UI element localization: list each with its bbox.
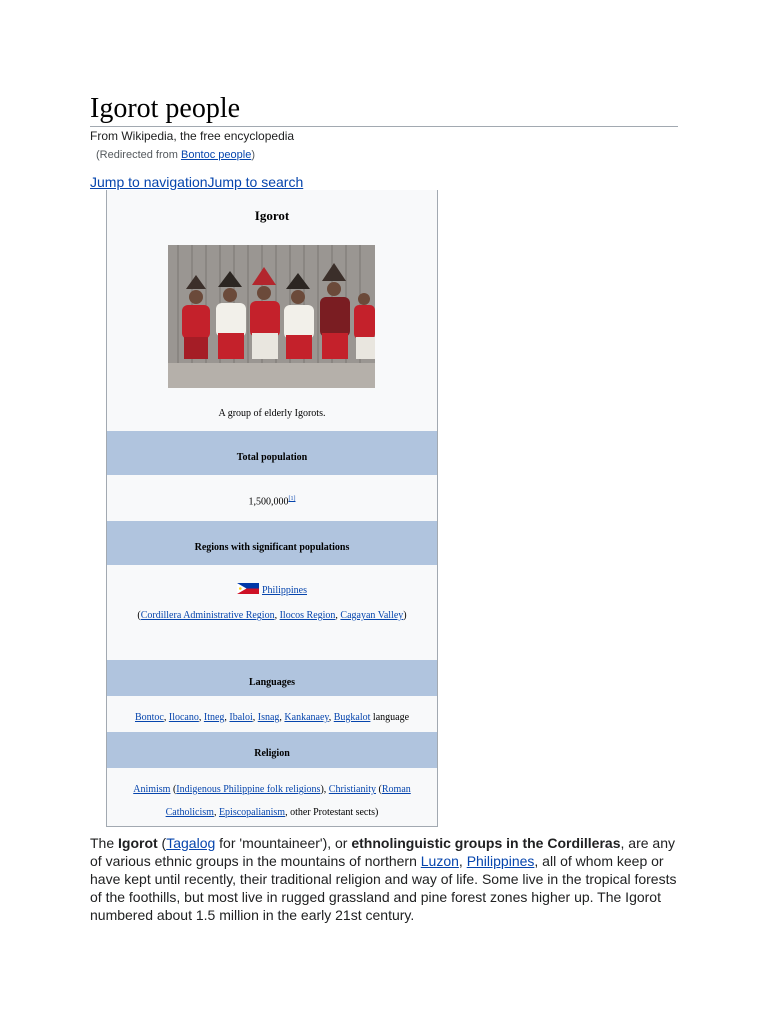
lead-text-4: , are any of various ethnic groups in the mountains of northern — [90, 835, 675, 869]
religion-sep-3: ( — [376, 784, 382, 795]
lead-link-tagalog[interactable]: Tagalog — [166, 835, 216, 851]
language-link-ibaloi[interactable]: Ibaloi — [229, 712, 253, 723]
regions-close: ) — [403, 610, 407, 621]
lead-bold-igorot: Igorot — [118, 835, 158, 851]
lead-text-5: , — [458, 853, 467, 869]
infobox-image[interactable] — [168, 245, 375, 388]
region-link-ilocos[interactable]: Ilocos Region — [279, 610, 336, 621]
language-link-bugkalot[interactable]: Bugkalot — [333, 712, 371, 723]
jump-links — [90, 174, 303, 190]
religion-link-folk[interactable]: Indigenous Philippine folk religions — [176, 784, 321, 795]
religion-link-christianity[interactable]: Christianity — [328, 784, 377, 795]
lead-text-1: The — [90, 835, 119, 851]
redirect-notice — [96, 149, 255, 161]
country-cell — [107, 583, 437, 596]
philippines-flag-icon — [237, 583, 259, 594]
infobox — [106, 190, 438, 827]
religion-link-animism[interactable]: Animism — [133, 784, 171, 795]
religion-sep-2: ), — [320, 784, 329, 795]
religion-header: Religion — [107, 732, 437, 768]
religion-link-catholicism[interactable]: Catholicism — [165, 807, 214, 818]
regions-cell: (Cordillera Administrative Region, Ilocos Region, Cagayan Valley) — [137, 610, 407, 621]
language-link-kankanaey[interactable]: Kankanaey — [284, 712, 329, 723]
redirect-link[interactable]: Bontoc people — [180, 149, 252, 161]
redirect-prefix: (Redirected from — [96, 149, 181, 161]
population-value: 1,500,000 — [248, 496, 289, 508]
page-title: Igorot people — [90, 93, 678, 127]
language-link-bontoc[interactable]: Bontoc — [134, 712, 164, 723]
lead-paragraph — [90, 834, 678, 924]
religion-sep-4: , — [213, 807, 219, 818]
lead-link-philippines[interactable]: Philippines — [466, 853, 535, 869]
infobox-title: Igorot — [254, 208, 290, 223]
religion-link-episcopalianism[interactable]: Episcopalianism — [218, 807, 286, 818]
redirect-suffix: ) — [251, 149, 255, 161]
lead-text-2: ( — [157, 835, 167, 851]
infobox-caption: A group of elderly Igorots. — [218, 408, 326, 419]
religion-line-1 — [107, 784, 437, 795]
population-value-cell — [107, 496, 437, 507]
language-link-ilocano[interactable]: Ilocano — [168, 712, 199, 723]
jump-to-navigation-link[interactable]: Jump to navigation — [90, 174, 208, 190]
regions-header: Regions with significant populations — [107, 521, 437, 565]
lead-text-6: , all of whom keep or have kept until recently, their traditional religion and way of life. Some live in the tropical forests of the foothills, but most live in rugged grassland and pine forest zones higher up. The Igorot numbered about 1.5 million in the early 21st century. — [90, 853, 677, 923]
jump-to-search-link[interactable]: Jump to search — [207, 174, 304, 190]
country-link[interactable]: Philippines — [261, 585, 307, 596]
population-header: Total population — [107, 431, 437, 475]
language-suffix: language — [370, 712, 410, 723]
religion-sep-1: ( — [170, 784, 177, 795]
religion-rest: , other Protestant sects) — [285, 807, 379, 818]
religion-link-roman[interactable]: Roman — [381, 784, 411, 795]
religion-line-2 — [107, 807, 437, 818]
regions-open: ( — [137, 610, 141, 621]
region-link-cagayan[interactable]: Cagayan Valley — [340, 610, 404, 621]
region-link-cordillera[interactable]: Cordillera Administrative Region — [140, 610, 275, 621]
lead-link-luzon[interactable]: Luzon — [420, 853, 459, 869]
igorot-group-photo — [168, 245, 375, 388]
languages-header: Languages — [107, 660, 437, 696]
languages-cell: Bontoc, Ilocano, Itneg, Ibaloi, Isnag, Kankanaey, Bugkalot language — [134, 712, 410, 723]
language-link-isnag[interactable]: Isnag — [257, 712, 280, 723]
site-tagline: From Wikipedia, the free encyclopedia — [90, 129, 295, 143]
population-ref-link[interactable]: [1] — [288, 496, 296, 502]
lead-text-3: for 'mountaineer'), or — [215, 835, 352, 851]
language-link-itneg[interactable]: Itneg — [203, 712, 225, 723]
lead-bold-ethnolinguistic: ethnolinguistic groups in the Cordilleras — [351, 835, 621, 851]
